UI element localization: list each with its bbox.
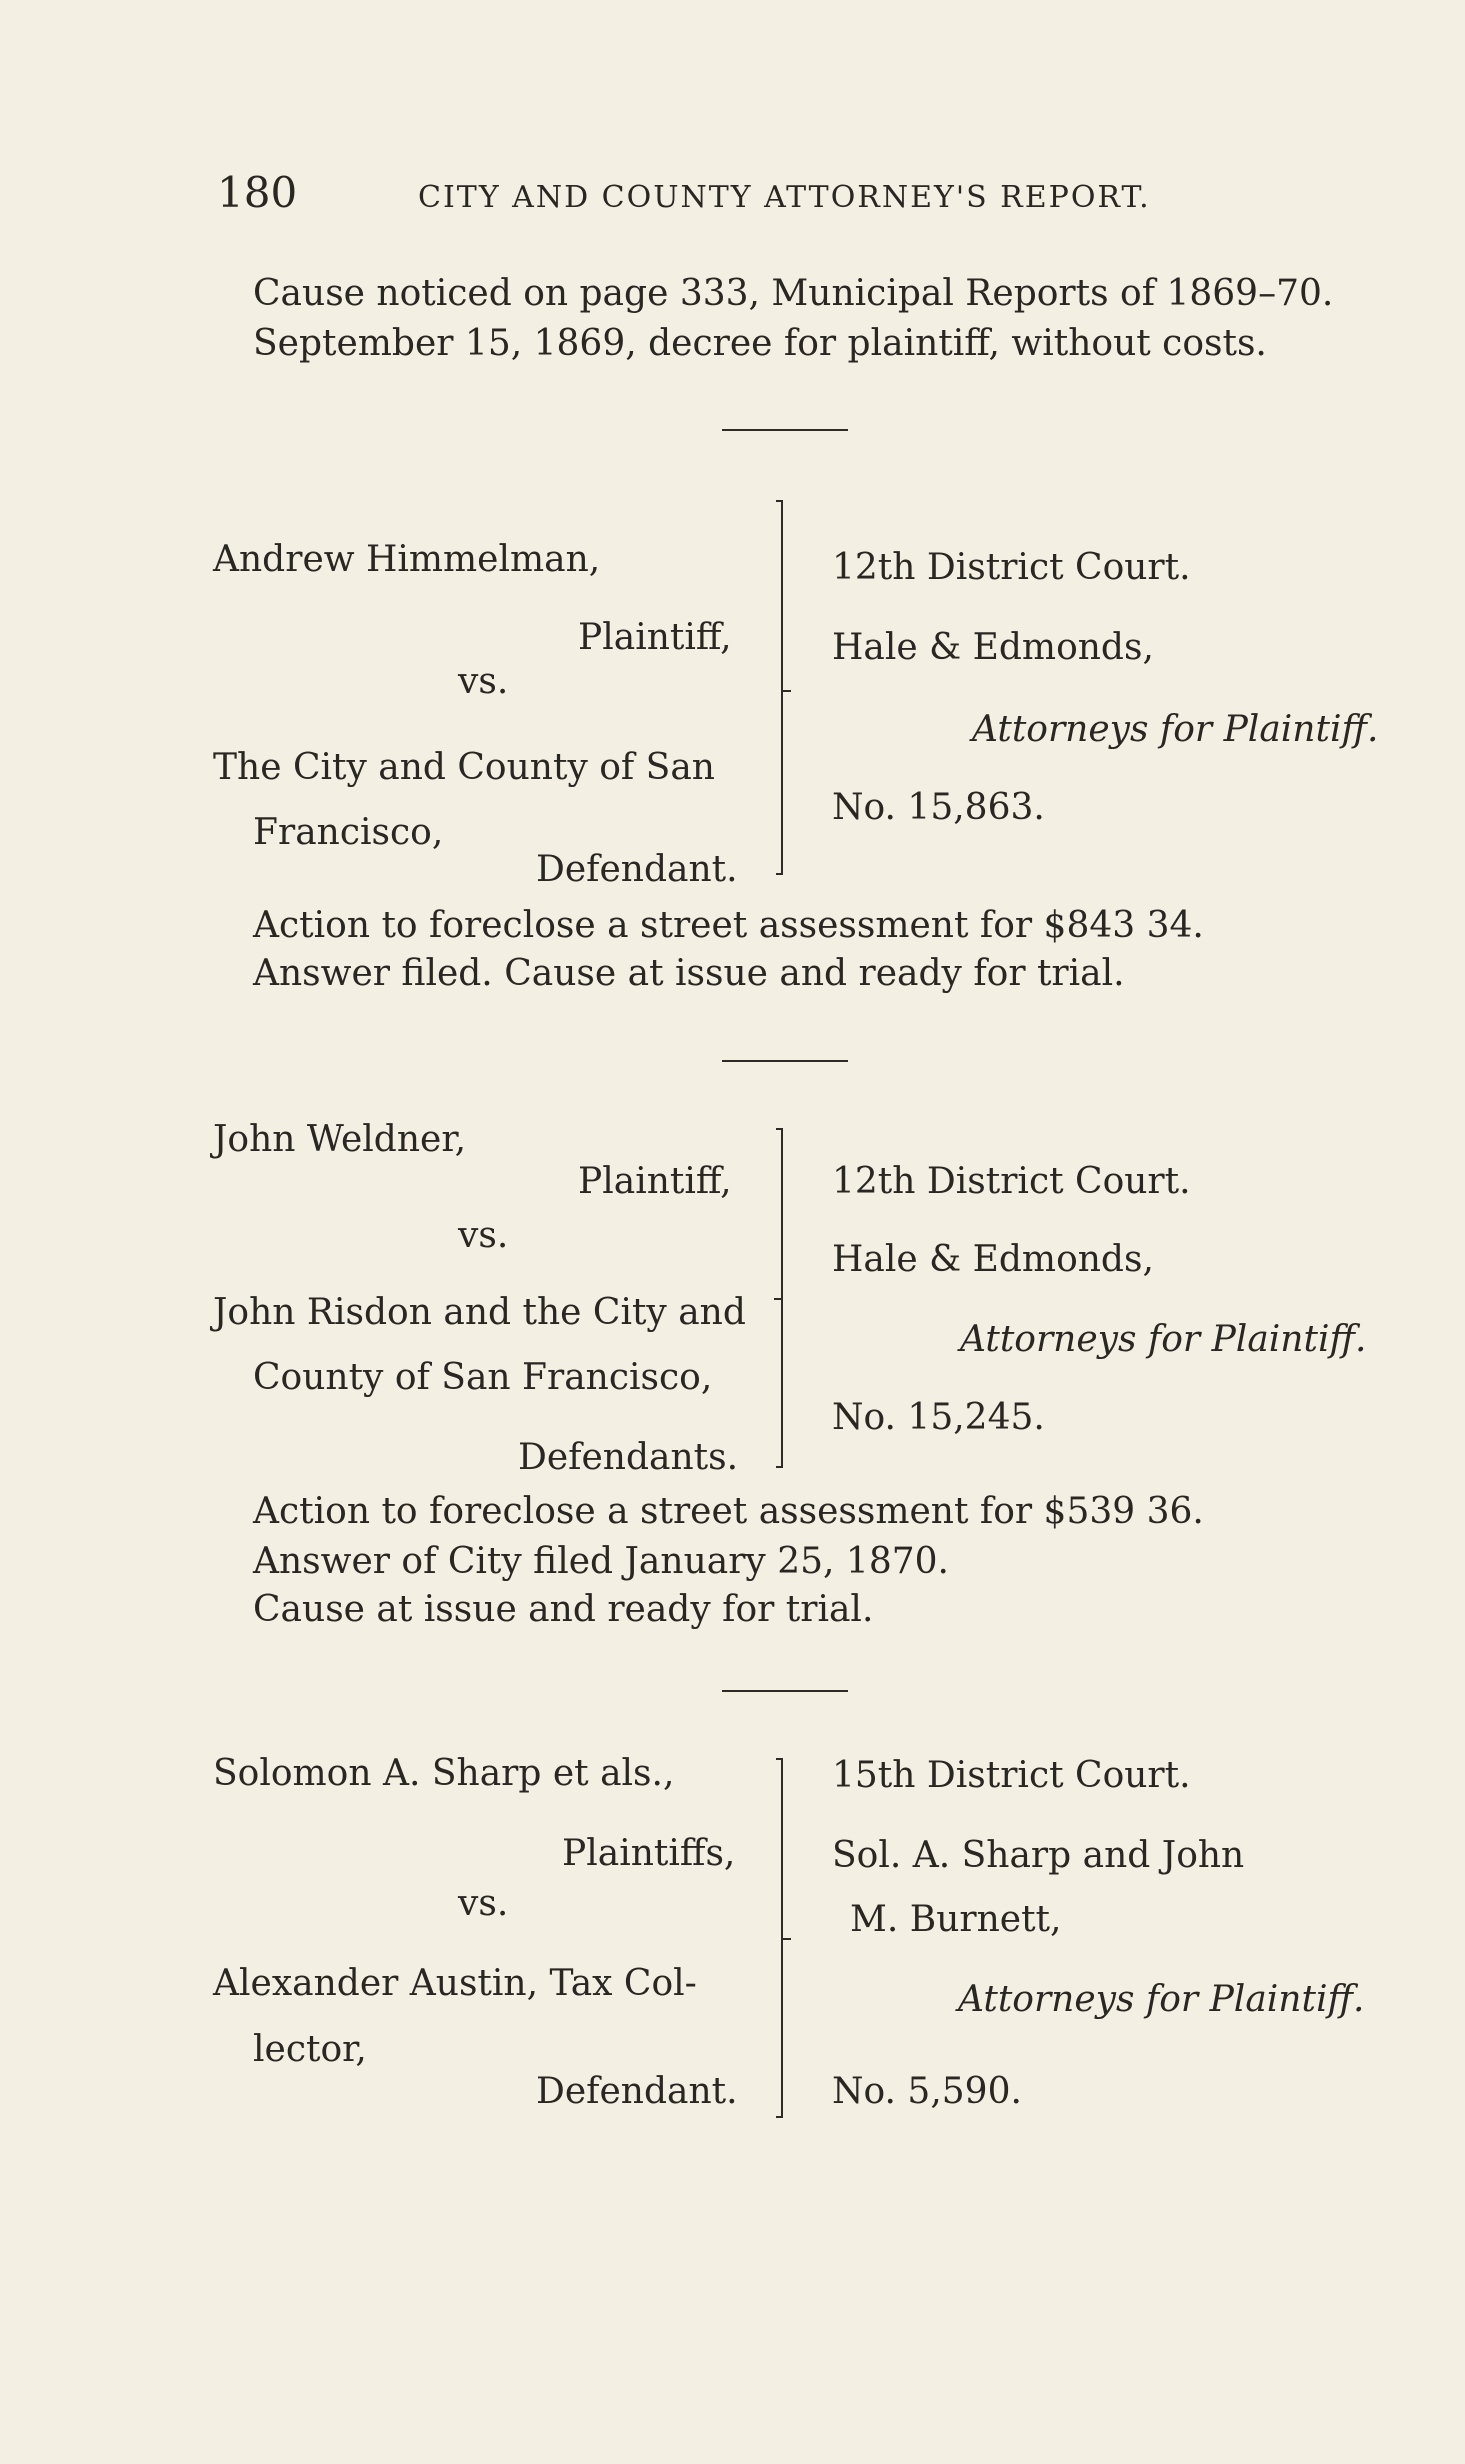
case2-plaintiff-role: Plaintiff,	[578, 1161, 732, 1202]
section-divider	[722, 1060, 848, 1062]
case2-number: No. 15,245.	[832, 1397, 1045, 1438]
case3-brace-bottom	[776, 2116, 782, 2118]
case1-plaintiff-role: Plaintiff,	[578, 617, 732, 658]
case2-attorneys-for: Attorneys for Plaintiff.	[960, 1319, 1367, 1360]
case3-attorneys-for: Attorneys for Plaintiff.	[958, 1979, 1365, 2020]
section-divider	[722, 429, 848, 431]
case2-court: 12th District Court.	[832, 1161, 1191, 1202]
case1-brace	[781, 500, 783, 875]
case1-plaintiff-name: Andrew Himmelman,	[213, 539, 601, 580]
case2-attorneys: Hale & Edmonds,	[832, 1239, 1154, 1280]
case1-defendant-line2: Francisco,	[253, 812, 444, 853]
case3-number: No. 5,590.	[832, 2071, 1022, 2112]
case2-note-1: Action to foreclose a street assessment for $539 36.	[253, 1491, 1204, 1532]
case2-brace-top	[776, 1128, 782, 1130]
case2-brace-tick	[774, 1298, 782, 1300]
case2-note-3: Cause at issue and ready for trial.	[253, 1589, 874, 1630]
intro-line-2: September 15, 1869, decree for plaintiff, without costs.	[253, 323, 1267, 364]
case2-brace-bottom	[776, 1466, 782, 1468]
case3-defendant-role: Defendant.	[536, 2071, 738, 2112]
case3-defendant-line2: lector,	[253, 2029, 367, 2070]
case2-plaintiff-name: John Weldner,	[213, 1119, 467, 1160]
case2-defendant-line2: County of San Francisco,	[253, 1357, 713, 1398]
case2-note-2: Answer of City filed January 25, 1870.	[253, 1541, 949, 1582]
case3-brace-tick	[783, 1938, 791, 1940]
case1-brace-bottom	[776, 873, 782, 875]
case1-defendant-line1: The City and County of San	[213, 747, 715, 788]
case2-versus: vs.	[458, 1215, 509, 1256]
case3-plaintiff-role: Plaintiffs,	[562, 1833, 736, 1874]
page-number: 180	[217, 168, 298, 217]
running-title: CITY AND COUNTY ATTORNEY'S REPORT.	[418, 180, 1151, 215]
case1-brace-top	[776, 500, 782, 502]
case3-attorneys-line2: M. Burnett,	[850, 1899, 1062, 1940]
case3-versus: vs.	[458, 1883, 509, 1924]
case3-brace-top	[776, 1758, 782, 1760]
case1-court: 12th District Court.	[832, 547, 1191, 588]
case1-note-2: Answer filed. Cause at issue and ready for trial.	[253, 953, 1125, 994]
case1-brace-tick	[783, 690, 791, 692]
case1-versus: vs.	[458, 661, 509, 702]
case3-defendant-line1: Alexander Austin, Tax Col-	[213, 1963, 697, 2004]
case3-court: 15th District Court.	[832, 1755, 1191, 1796]
intro-line-1: Cause noticed on page 333, Municipal Reports of 1869–70.	[253, 273, 1334, 314]
case2-defendant-role: Defendants.	[518, 1437, 739, 1478]
case2-defendant-line1: John Risdon and the City and	[213, 1292, 746, 1333]
case1-number: No. 15,863.	[832, 787, 1045, 828]
case1-defendant-role: Defendant.	[536, 849, 738, 890]
section-divider	[722, 1690, 848, 1692]
case3-attorneys-line1: Sol. A. Sharp and John	[832, 1835, 1245, 1876]
case1-attorneys-for: Attorneys for Plaintiff.	[972, 709, 1379, 750]
case1-note-1: Action to foreclose a street assessment for $843 34.	[253, 905, 1204, 946]
case1-attorneys: Hale & Edmonds,	[832, 627, 1154, 668]
case3-plaintiff-name: Solomon A. Sharp et als.,	[213, 1753, 675, 1794]
